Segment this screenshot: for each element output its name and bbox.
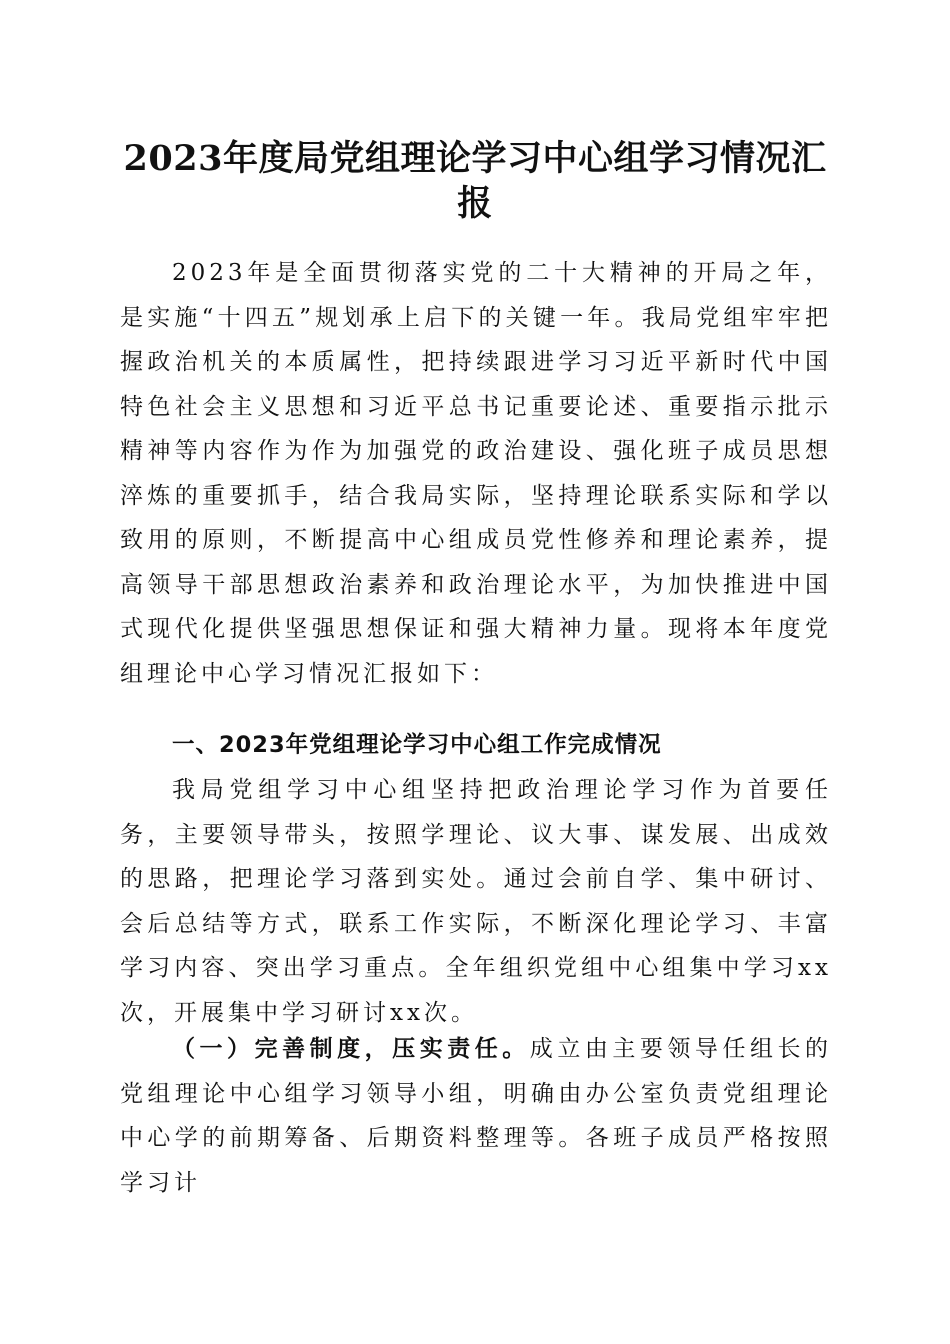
- subsection-lead: （一）完善制度，压实责任。: [172, 1035, 530, 1062]
- intro-paragraph: 2023年是全面贯彻落实党的二十大精神的开局之年，是实施“十四五”规划承上启下的关键一年。我局党组牢牢把握政治机关的本质属性，把持续跟进学习习近平新时代中国特色社会主义思想和习近平总书记重要论述、重要指示批示精神等内容作为作为加强党的政治建设、强化班子成员思想淬炼的重要抓手，结合我局实际，坚持理论联系实际和学以致用的原则，不断提高中心组成员党性修养和理论素养，提高领导干部思想政治素养和政治理论水平，为加快推进中国式现代化提供坚强思想保证和强大精神力量。现将本年度党组理论中心学习情况汇报如下：: [120, 260, 832, 687]
- section-heading: 一、2023年党组理论学习中心组工作完成情况: [172, 732, 662, 758]
- subsection-paragraph: [120, 1027, 832, 1205]
- subsection-body: 成立由主要领导任组长的党组理论中心组学习领导小组，明确由办公室负责党组理论中心学的前期筹备、后期资料整理等。各班子成员严格按照学习计: [120, 1036, 833, 1196]
- document-title: 2023年度局党组理论学习中心组学习情况汇报: [123, 138, 827, 224]
- section-body-paragraph: 我局党组学习中心组坚持把政治理论学习作为首要任务，主要领导带头，按照学理论、议大事、谋发展、出成效的思路，把理论学习落到实处。通过会前自学、集中研讨、会后总结等方式，联系工作实际，不断深化理论学习、丰富学习内容、突出学习重点。全年组织党组中心组集中学习xx次，开展集中学习研讨xx次。: [120, 777, 832, 1026]
